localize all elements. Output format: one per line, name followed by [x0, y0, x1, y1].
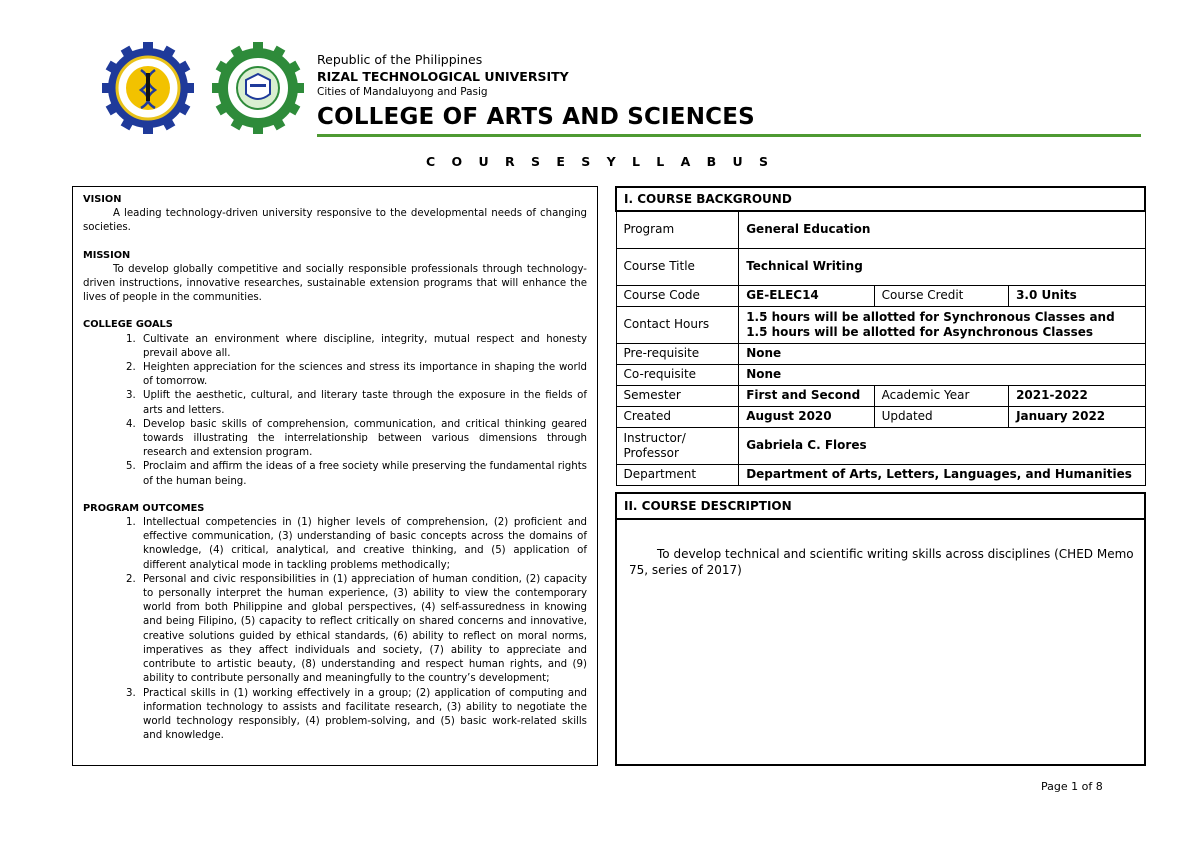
mission-heading: MISSION: [83, 249, 131, 261]
course-description-box: [615, 492, 1146, 766]
list-item: 4. Develop basic skills of comprehension, communication, and critical thinking geared towards illustrating the interrelationship between various dimensions through research and extension program.: [139, 418, 587, 461]
program-label: Program: [616, 211, 739, 248]
department-value: Department of Arts, Letters, Languages, and Humanities: [739, 464, 1145, 485]
contact-hours-label: Contact Hours: [616, 306, 739, 343]
academic-year-label: Academic Year: [874, 385, 1008, 406]
updated-value: January 2022: [1009, 406, 1145, 427]
cas-seal-logo: [210, 40, 306, 136]
academic-year-value: 2021-2022: [1009, 385, 1145, 406]
university-name: RIZAL TECHNOLOGICAL UNIVERSITY: [317, 69, 569, 84]
contact-hours-line: 1.5 hours will be allotted for Synchronous Classes and: [746, 309, 1115, 324]
program-outcomes-list: [83, 516, 587, 743]
course-background-heading: I. COURSE BACKGROUND: [616, 187, 1145, 211]
rtu-seal-logo: [100, 40, 196, 136]
vision-text: A leading technology-driven university responsive to the developmental needs of changing societies.: [83, 208, 587, 234]
department-label: Department: [616, 464, 739, 485]
header-text: [317, 52, 1137, 132]
updated-label: Updated: [874, 406, 1008, 427]
republic-line: Republic of the Philippines: [317, 52, 483, 67]
course-code-value: GE-ELEC14: [739, 285, 874, 306]
corequisite-label: Co-requisite: [616, 364, 739, 385]
course-credit-label: Course Credit: [874, 285, 1008, 306]
college-goals-heading: COLLEGE GOALS: [83, 319, 173, 331]
course-title-label: Course Title: [616, 248, 739, 285]
contact-hours-value: [739, 306, 1145, 343]
list-item: 1. Cultivate an environment where discipline, integrity, mutual respect and honesty prevail above all.: [139, 333, 587, 361]
list-item: 2. Heighten appreciation for the sciences and stress its importance in shaping the world of tomorrow.: [139, 361, 587, 389]
program-outcomes-heading: PROGRAM OUTCOMES: [83, 502, 205, 514]
vision-mission-box: [72, 186, 598, 766]
semester-label: Semester: [616, 385, 739, 406]
list-item: 2. Personal and civic responsibilities in (1) appreciation of human condition, (2) capacity to personally interpret the human experience, (3) ability to view the contemporary world from both Philippine and global perspectives, (4) self-assuredness in knowing and being Filipino, (5) capacity to reflect critically on shared concerns and innovative, creative solutions guided by ethical standards, (6) ability to reflect on moral norms, imperatives as they affect individuals and society, (7) ability to appreciate and contribute to artistic beauty, (8) understanding and respect human rights, and (9) ability to contribute personally and meaningfully to the country’s development;: [139, 573, 587, 687]
vision-heading: VISION: [83, 194, 122, 205]
list-item: 5. Proclaim and affirm the ideas of a free society while preserving the fundamental rights of the human being.: [139, 460, 587, 488]
list-item: 3. Practical skills in (1) working effectively in a group; (2) application of computing and information technology to assists and facilitate research, (3) ability to negotiate the world technology responsibly, (4) problem-solving, and (5) basic work-related skills and knowledge.: [139, 687, 587, 744]
contact-hours-line: 1.5 hours will be allotted for Asynchronous Classes: [746, 324, 1094, 339]
document-title: C O U R S E S Y L L A B U S: [425, 154, 775, 169]
instructor-label-line: Instructor/: [623, 430, 686, 445]
header-rule: [317, 134, 1141, 137]
cities-line: Cities of Mandaluyong and Pasig: [317, 86, 488, 98]
list-item: 1. Intellectual competencies in (1) higher levels of comprehension, (2) proficient and effective communication, (3) understanding of basic concepts across the domains of knowledge, (4) critical, analytical, and creative thinking, and (5) application of different analytical mode in tackling problems methodically;: [139, 516, 587, 573]
list-item: 3. Uplift the aesthetic, cultural, and literary taste through the exposure in the fields of arts and letters.: [139, 389, 587, 417]
program-value: General Education: [739, 211, 1145, 248]
course-code-label: Course Code: [616, 285, 739, 306]
mission-text: To develop globally competitive and socially responsible professionals through technology-driven instructions, innovative researches, sustainable extension programs that will enhance the lives of people in the communities.: [83, 263, 587, 304]
course-description-text: To develop technical and scientific writing skills across disciplines (CHED Memo 75, series of 2017): [629, 547, 1134, 577]
page-number: Page 1 of 8: [1041, 780, 1103, 793]
prerequisite-value: None: [739, 343, 1145, 364]
semester-value: First and Second: [739, 385, 874, 406]
instructor-label: [616, 427, 739, 464]
college-goals-list: [83, 333, 587, 489]
college-name: COLLEGE OF ARTS AND SCIENCES: [317, 104, 755, 130]
created-value: August 2020: [739, 406, 874, 427]
course-credit-value: 3.0 Units: [1009, 285, 1145, 306]
corequisite-value: None: [739, 364, 1145, 385]
course-title-value: Technical Writing: [739, 248, 1145, 285]
course-description-heading: II. COURSE DESCRIPTION: [617, 494, 1144, 520]
course-background-table: [615, 186, 1146, 486]
created-label: Created: [616, 406, 739, 427]
instructor-value: Gabriela C. Flores: [739, 427, 1145, 464]
instructor-label-line: Professor: [623, 445, 679, 460]
prerequisite-label: Pre-requisite: [616, 343, 739, 364]
